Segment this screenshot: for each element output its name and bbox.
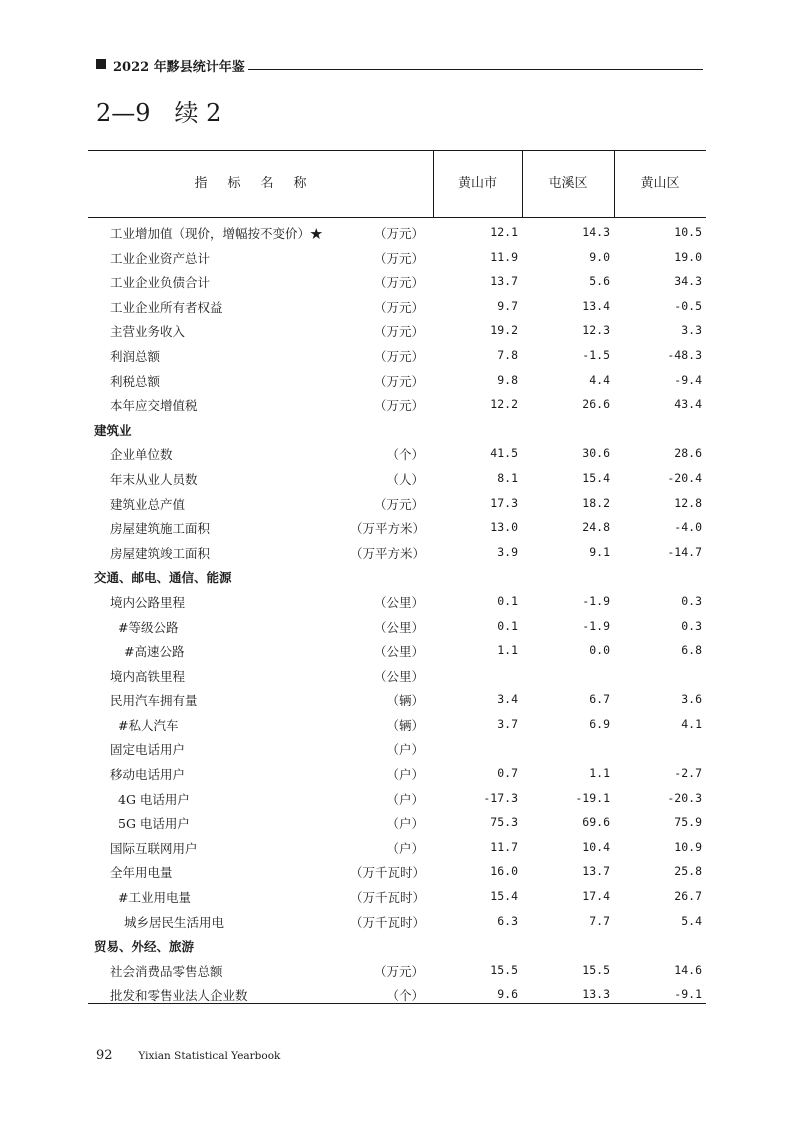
indicator-label: #高速公路	[124, 644, 185, 660]
value-huangshan-district: 19.0	[674, 249, 702, 264]
indicator-unit: （辆）	[386, 693, 424, 709]
indicator-label: 本年应交增值税	[110, 398, 198, 414]
value-tunxi: 12.3	[582, 323, 610, 338]
value-tunxi: -1.5	[582, 347, 610, 362]
indicator-unit: （万元）	[373, 348, 424, 364]
indicator-label: 工业增加值（现价，增幅按不变价）★	[110, 226, 323, 241]
indicator-unit: （个）	[386, 988, 424, 1004]
value-tunxi: 5.6	[589, 274, 610, 289]
value-huangshan-district: 43.4	[674, 397, 702, 412]
indicator-unit: （辆）	[386, 717, 424, 733]
value-tunxi: 9.1	[589, 544, 610, 559]
value-huangshan-district: 10.5	[674, 225, 702, 239]
value-huangshan-district: 75.9	[674, 815, 702, 830]
indicator-unit: （万元）	[373, 963, 424, 979]
header-title: 2022 年黟县统计年鉴	[113, 60, 245, 75]
table-row	[88, 736, 706, 761]
value-huangshan-city: 0.1	[497, 593, 518, 608]
indicator-unit: （万元）	[373, 250, 424, 266]
section-row	[88, 564, 706, 589]
indicator-label: 工业企业所有者权益	[110, 299, 223, 315]
table-row	[88, 589, 706, 614]
indicator-unit: （万元）	[373, 373, 424, 389]
value-huangshan-district: 4.1	[681, 716, 702, 731]
table-row	[88, 466, 706, 491]
section-row	[88, 933, 706, 958]
value-huangshan-city: 11.7	[490, 839, 518, 854]
value-tunxi: 6.7	[589, 692, 610, 707]
table-title: 2—9 续 2	[96, 99, 222, 127]
value-tunxi: 13.4	[582, 298, 610, 313]
indicator-label: #工业用电量	[118, 890, 191, 906]
indicator-unit: （户）	[386, 840, 424, 856]
value-tunxi: 26.6	[582, 397, 610, 412]
table-row	[88, 663, 706, 688]
indicator-label: 利税总额	[110, 373, 161, 389]
indicator-label: 5G 电话用户	[118, 816, 190, 832]
indicator-label: 社会消费品零售总额	[110, 963, 223, 979]
section-label: 建筑业	[94, 422, 132, 438]
value-huangshan-district: 25.8	[674, 864, 702, 879]
section-label: 交通、邮电、通信、能源	[94, 570, 232, 586]
value-huangshan-district: -20.3	[667, 790, 702, 805]
table-row	[88, 687, 706, 712]
table-row	[88, 441, 706, 466]
indicator-label: 民用汽车拥有量	[110, 693, 198, 709]
value-huangshan-district: -20.4	[667, 470, 702, 485]
value-tunxi: -19.1	[575, 790, 610, 805]
indicator-label: 境内公路里程	[110, 594, 186, 610]
value-huangshan-city: 16.0	[490, 864, 518, 879]
indicator-label: 工业企业资产总计	[110, 250, 211, 266]
indicator-unit: （万元）	[373, 299, 424, 315]
column-header-huangshan-district: 黄山区	[640, 176, 680, 191]
indicator-label: 城乡居民生活用电	[124, 914, 225, 930]
value-huangshan-district: -48.3	[667, 347, 702, 362]
value-huangshan-district: -14.7	[667, 544, 702, 559]
value-huangshan-district: 3.6	[681, 692, 702, 707]
value-huangshan-city: 1.1	[497, 643, 518, 658]
value-tunxi: 4.4	[589, 372, 610, 387]
value-huangshan-city: 0.1	[497, 618, 518, 633]
value-huangshan-city: 6.3	[497, 913, 518, 928]
table-row	[88, 368, 706, 393]
table-row	[88, 220, 706, 245]
value-huangshan-district: 34.3	[674, 274, 702, 289]
indicator-unit: （公里）	[373, 668, 424, 684]
value-tunxi: 1.1	[589, 766, 610, 781]
indicator-label: 工业企业负债合计	[110, 275, 211, 291]
indicator-unit: （万元）	[373, 496, 424, 512]
table-row	[88, 712, 706, 737]
table-row	[88, 786, 706, 811]
value-huangshan-city: 9.7	[497, 298, 518, 313]
value-tunxi: 30.6	[582, 446, 610, 461]
value-tunxi: 14.3	[582, 225, 610, 239]
indicator-label: 利润总额	[110, 348, 161, 364]
value-huangshan-district: 5.4	[681, 913, 702, 928]
value-huangshan-city: 8.1	[497, 470, 518, 485]
indicator-unit: （户）	[386, 816, 424, 832]
indicator-label: 移动电话用户	[110, 767, 186, 783]
value-huangshan-city: 15.4	[490, 889, 518, 904]
value-tunxi: 18.2	[582, 495, 610, 510]
indicator-label: 建筑业总产值	[110, 496, 186, 512]
page-footer	[96, 1048, 280, 1063]
value-huangshan-district: -9.4	[674, 372, 702, 387]
value-huangshan-district: 28.6	[674, 446, 702, 461]
column-header-huangshan-city: 黄山市	[457, 176, 497, 191]
indicator-unit: （万平方米）	[350, 521, 426, 537]
table-row	[88, 761, 706, 786]
value-huangshan-city: 41.5	[490, 446, 518, 461]
table-row	[88, 810, 706, 835]
indicator-unit: （万元）	[373, 398, 424, 414]
table-row	[88, 909, 706, 934]
value-huangshan-district: 14.6	[674, 962, 702, 977]
table-row	[88, 884, 706, 909]
indicator-unit: （万千瓦时）	[350, 865, 426, 881]
table-row	[88, 515, 706, 540]
value-tunxi: 17.4	[582, 889, 610, 904]
value-tunxi: 13.3	[582, 987, 610, 1002]
indicator-unit: （万平方米）	[350, 545, 426, 561]
indicator-unit: （户）	[386, 791, 424, 807]
indicator-unit: （公里）	[373, 594, 424, 610]
indicator-label: #私人汽车	[118, 717, 179, 733]
indicator-unit: （公里）	[373, 619, 424, 635]
indicator-label: 4G 电话用户	[118, 791, 190, 807]
value-huangshan-city: 3.4	[497, 692, 518, 707]
value-huangshan-city: 9.8	[497, 372, 518, 387]
header-square-icon	[96, 59, 106, 69]
value-huangshan-city: 3.9	[497, 544, 518, 559]
value-huangshan-city: 0.7	[497, 766, 518, 781]
table-row	[88, 269, 706, 294]
table-row	[88, 343, 706, 368]
statistics-table	[88, 150, 706, 1005]
value-huangshan-district: 3.3	[681, 323, 702, 338]
column-header-name: 指标名称	[194, 176, 327, 191]
indicator-label: 国际互联网用户	[110, 840, 198, 856]
table-row	[88, 859, 706, 884]
value-huangshan-city: 19.2	[490, 323, 518, 338]
indicator-unit: （个）	[386, 447, 424, 463]
table-bottom-rule	[88, 1003, 706, 1004]
section-label: 贸易、外经、旅游	[94, 939, 195, 955]
value-huangshan-district: -2.7	[674, 766, 702, 781]
indicator-label: 年末从业人员数	[110, 471, 198, 487]
value-tunxi: -1.9	[582, 618, 610, 633]
value-tunxi: 7.7	[589, 913, 610, 928]
value-tunxi: 10.4	[582, 839, 610, 854]
value-huangshan-city: 12.1	[490, 225, 518, 239]
indicator-unit: （万千瓦时）	[350, 914, 426, 930]
header-separator-rule	[88, 217, 706, 218]
value-huangshan-district: 0.3	[681, 593, 702, 608]
value-huangshan-district: -9.1	[674, 987, 702, 1002]
indicator-label: 企业单位数	[110, 447, 173, 463]
value-huangshan-city: 15.5	[490, 962, 518, 977]
table-row	[88, 958, 706, 983]
indicator-unit: （万元）	[373, 324, 424, 340]
column-header-tunxi: 屯溪区	[548, 176, 588, 191]
value-tunxi: 9.0	[589, 249, 610, 264]
table-row	[88, 540, 706, 565]
section-row	[88, 417, 706, 442]
indicator-unit: （人）	[386, 471, 424, 487]
value-tunxi: 6.9	[589, 716, 610, 731]
table-row	[88, 318, 706, 343]
indicator-label: 房屋建筑施工面积	[110, 521, 211, 537]
indicator-label: 批发和零售业法人企业数	[110, 988, 248, 1004]
value-tunxi: 13.7	[582, 864, 610, 879]
table-row	[88, 294, 706, 319]
indicator-label: #等级公路	[118, 619, 179, 635]
indicator-unit: （万元）	[373, 226, 424, 241]
indicator-unit: （万元）	[373, 275, 424, 291]
value-huangshan-district: 6.8	[681, 643, 702, 658]
indicator-label: 主营业务收入	[110, 324, 186, 340]
value-huangshan-city: 11.9	[490, 249, 518, 264]
indicator-label: 房屋建筑竣工面积	[110, 545, 211, 561]
table-row	[88, 614, 706, 639]
value-huangshan-city: 9.6	[497, 987, 518, 1002]
value-huangshan-district: -0.5	[674, 298, 702, 313]
value-huangshan-city: 3.7	[497, 716, 518, 731]
indicator-unit: （户）	[386, 767, 424, 783]
table-row	[88, 835, 706, 860]
indicator-unit: （公里）	[373, 644, 424, 660]
table-row	[88, 491, 706, 516]
table-row	[88, 245, 706, 270]
indicator-unit: （万千瓦时）	[350, 890, 426, 906]
value-huangshan-district: 12.8	[674, 495, 702, 510]
page-header	[96, 56, 703, 76]
indicator-label: 固定电话用户	[110, 742, 186, 758]
value-tunxi: -1.9	[582, 593, 610, 608]
value-huangshan-city: 7.8	[497, 347, 518, 362]
indicator-label: 全年用电量	[110, 865, 173, 881]
value-tunxi: 69.6	[582, 815, 610, 830]
value-tunxi: 15.4	[582, 470, 610, 485]
value-huangshan-district: 26.7	[674, 889, 702, 904]
value-huangshan-district: -4.0	[674, 520, 702, 535]
value-tunxi: 24.8	[582, 520, 610, 535]
table-row	[88, 392, 706, 417]
value-huangshan-city: 13.7	[490, 274, 518, 289]
value-huangshan-city: -17.3	[483, 790, 518, 805]
value-huangshan-district: 0.3	[681, 618, 702, 633]
table-row	[88, 638, 706, 663]
page-number: 92	[96, 1048, 113, 1063]
value-huangshan-city: 17.3	[490, 495, 518, 510]
indicator-unit: （户）	[386, 742, 424, 758]
indicator-label: 境内高铁里程	[110, 668, 186, 684]
header-rule	[248, 69, 703, 70]
value-huangshan-city: 75.3	[490, 815, 518, 830]
value-huangshan-city: 13.0	[490, 520, 518, 535]
table-body	[88, 220, 706, 1007]
value-huangshan-district: 10.9	[674, 839, 702, 854]
value-huangshan-city: 12.2	[490, 397, 518, 412]
footer-book-title: Yixian Statistical Yearbook	[138, 1050, 281, 1062]
value-tunxi: 15.5	[582, 962, 610, 977]
value-tunxi: 0.0	[589, 643, 610, 658]
